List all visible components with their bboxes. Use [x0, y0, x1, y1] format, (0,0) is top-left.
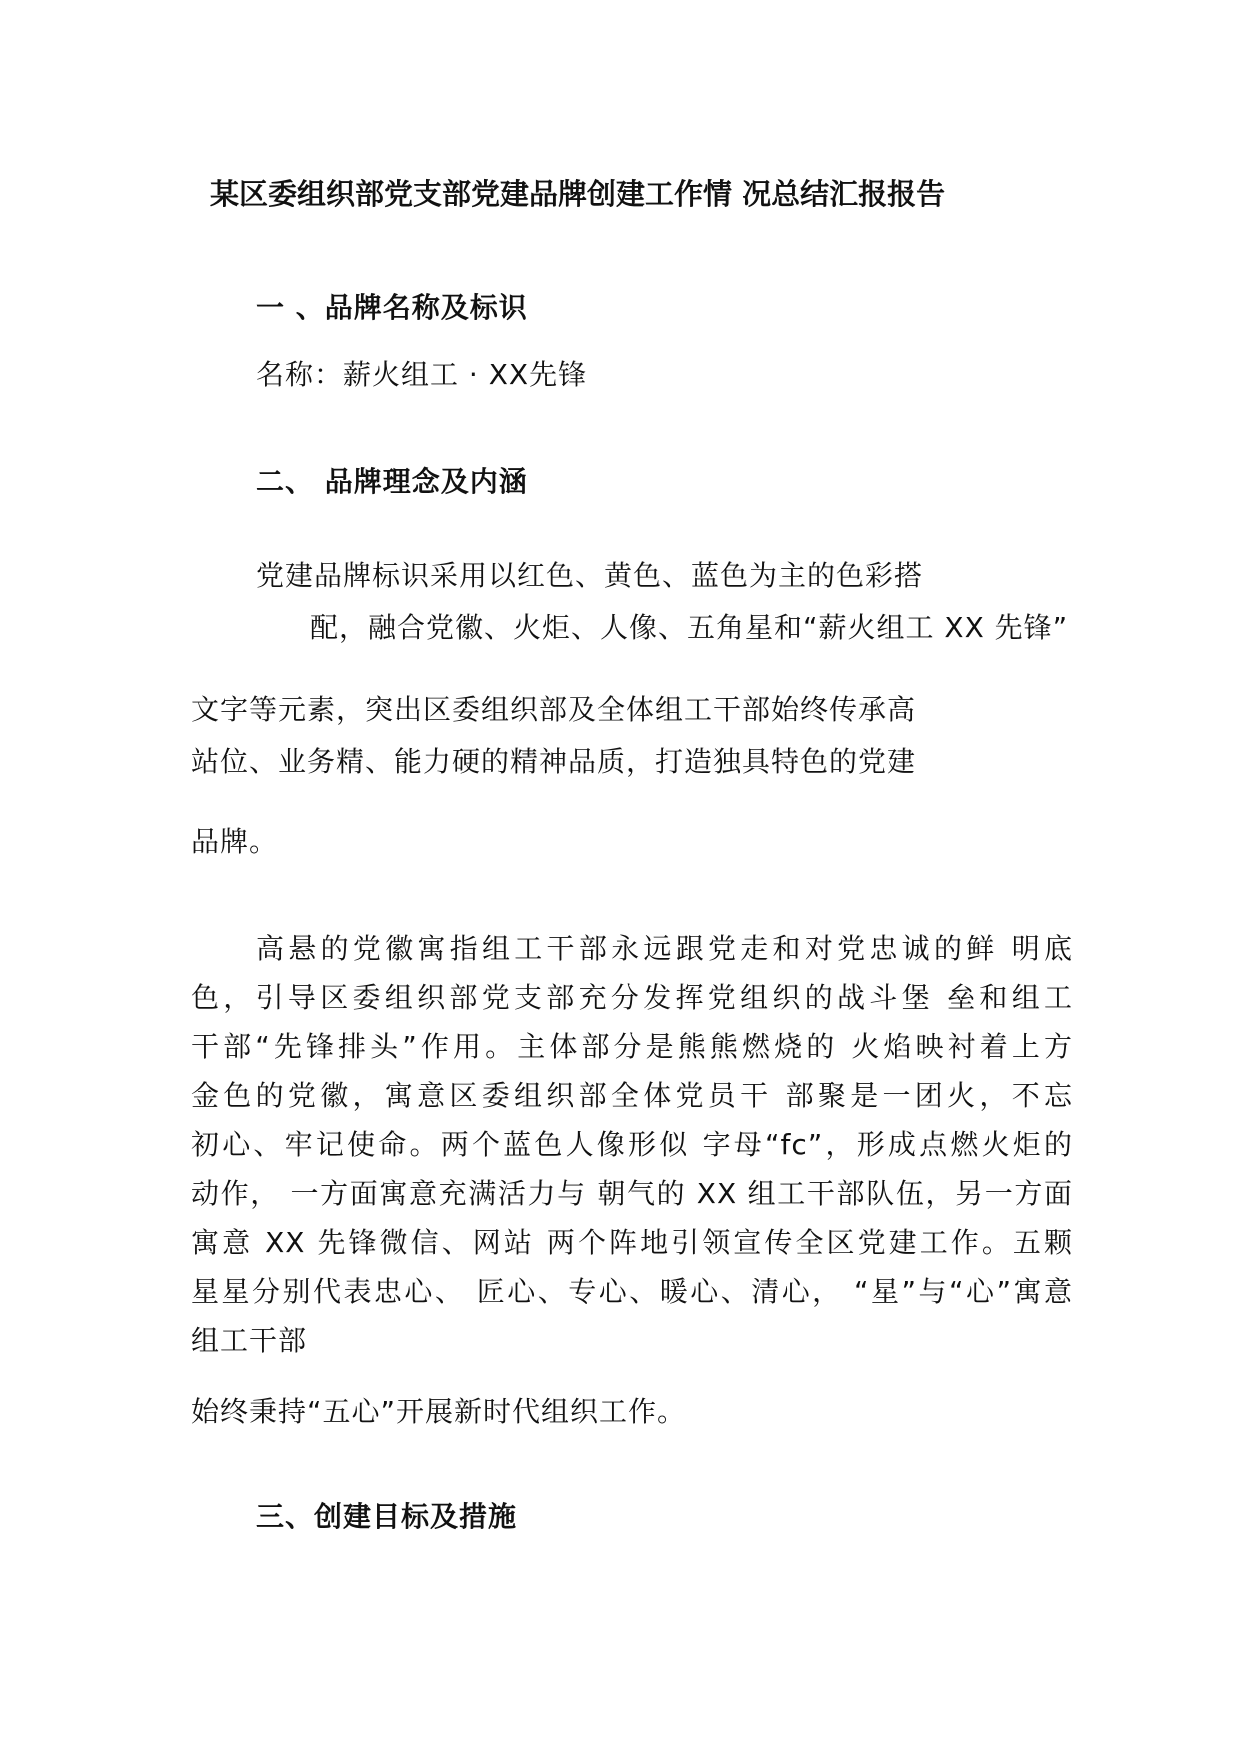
brand-name-line: 名称：薪火组工 · XX先锋: [256, 358, 588, 391]
paragraph-2-line-1: 高悬的党徽寓指组工干部永远跟党走和对党忠诚的鲜 明底: [256, 932, 1073, 965]
paragraph-1-line-5: 品牌。: [191, 825, 279, 858]
paragraph-2-line-4: 金色的党徽，寓意区委组织部全体党员干 部聚是一团火，不忘: [191, 1079, 1073, 1112]
paragraph-2-line-9: 组工干部: [191, 1324, 308, 1357]
section-1-heading: 一 、品牌名称及标识: [256, 291, 528, 324]
paragraph-1-line-2: 配，融合党徽、火炬、人像、五角星和“薪火组工 XX 先锋”: [310, 611, 1069, 644]
paragraph-2-line-10: 始终秉持“五心”开展新时代组织工作。: [191, 1395, 687, 1428]
paragraph-2-line-6: 动作， 一方面寓意充满活力与 朝气的 XX 组工干部队伍，另一方面: [191, 1177, 1073, 1210]
paragraph-2-line-5: 初心、牢记使命。两个蓝色人像形似 字母“fc”，形成点燃火炬的: [191, 1128, 1073, 1161]
paragraph-2-line-7: 寓意 XX 先锋微信、网站 两个阵地引领宣传全区党建工作。五颗: [191, 1226, 1073, 1259]
section-2-heading: 二、 品牌理念及内涵: [256, 465, 528, 498]
document-title: 某区委组织部党支部党建品牌创建工作情 况总结汇报报告: [210, 177, 946, 211]
paragraph-2-line-3: 干部“先锋排头”作用。主体部分是熊熊燃烧的 火焰映衬着上方: [191, 1030, 1073, 1063]
paragraph-1-line-4: 站位、业务精、能力硬的精神品质，打造独具特色的党建: [191, 745, 917, 778]
paragraph-2-line-2: 色，引导区委组织部党支部充分发挥党组织的战斗堡 垒和组工: [191, 981, 1073, 1014]
paragraph-1-line-1: 党建品牌标识采用以红色、黄色、蓝色为主的色彩搭: [256, 559, 924, 592]
section-3-heading: 三、创建目标及措施: [256, 1500, 518, 1533]
paragraph-2-line-8: 星星分别代表忠心、 匠心、专心、暖心、清心， “星”与“心”寓意: [191, 1275, 1073, 1308]
paragraph-1-line-3: 文字等元素，突出区委组织部及全体组工干部始终传承高: [191, 693, 917, 726]
